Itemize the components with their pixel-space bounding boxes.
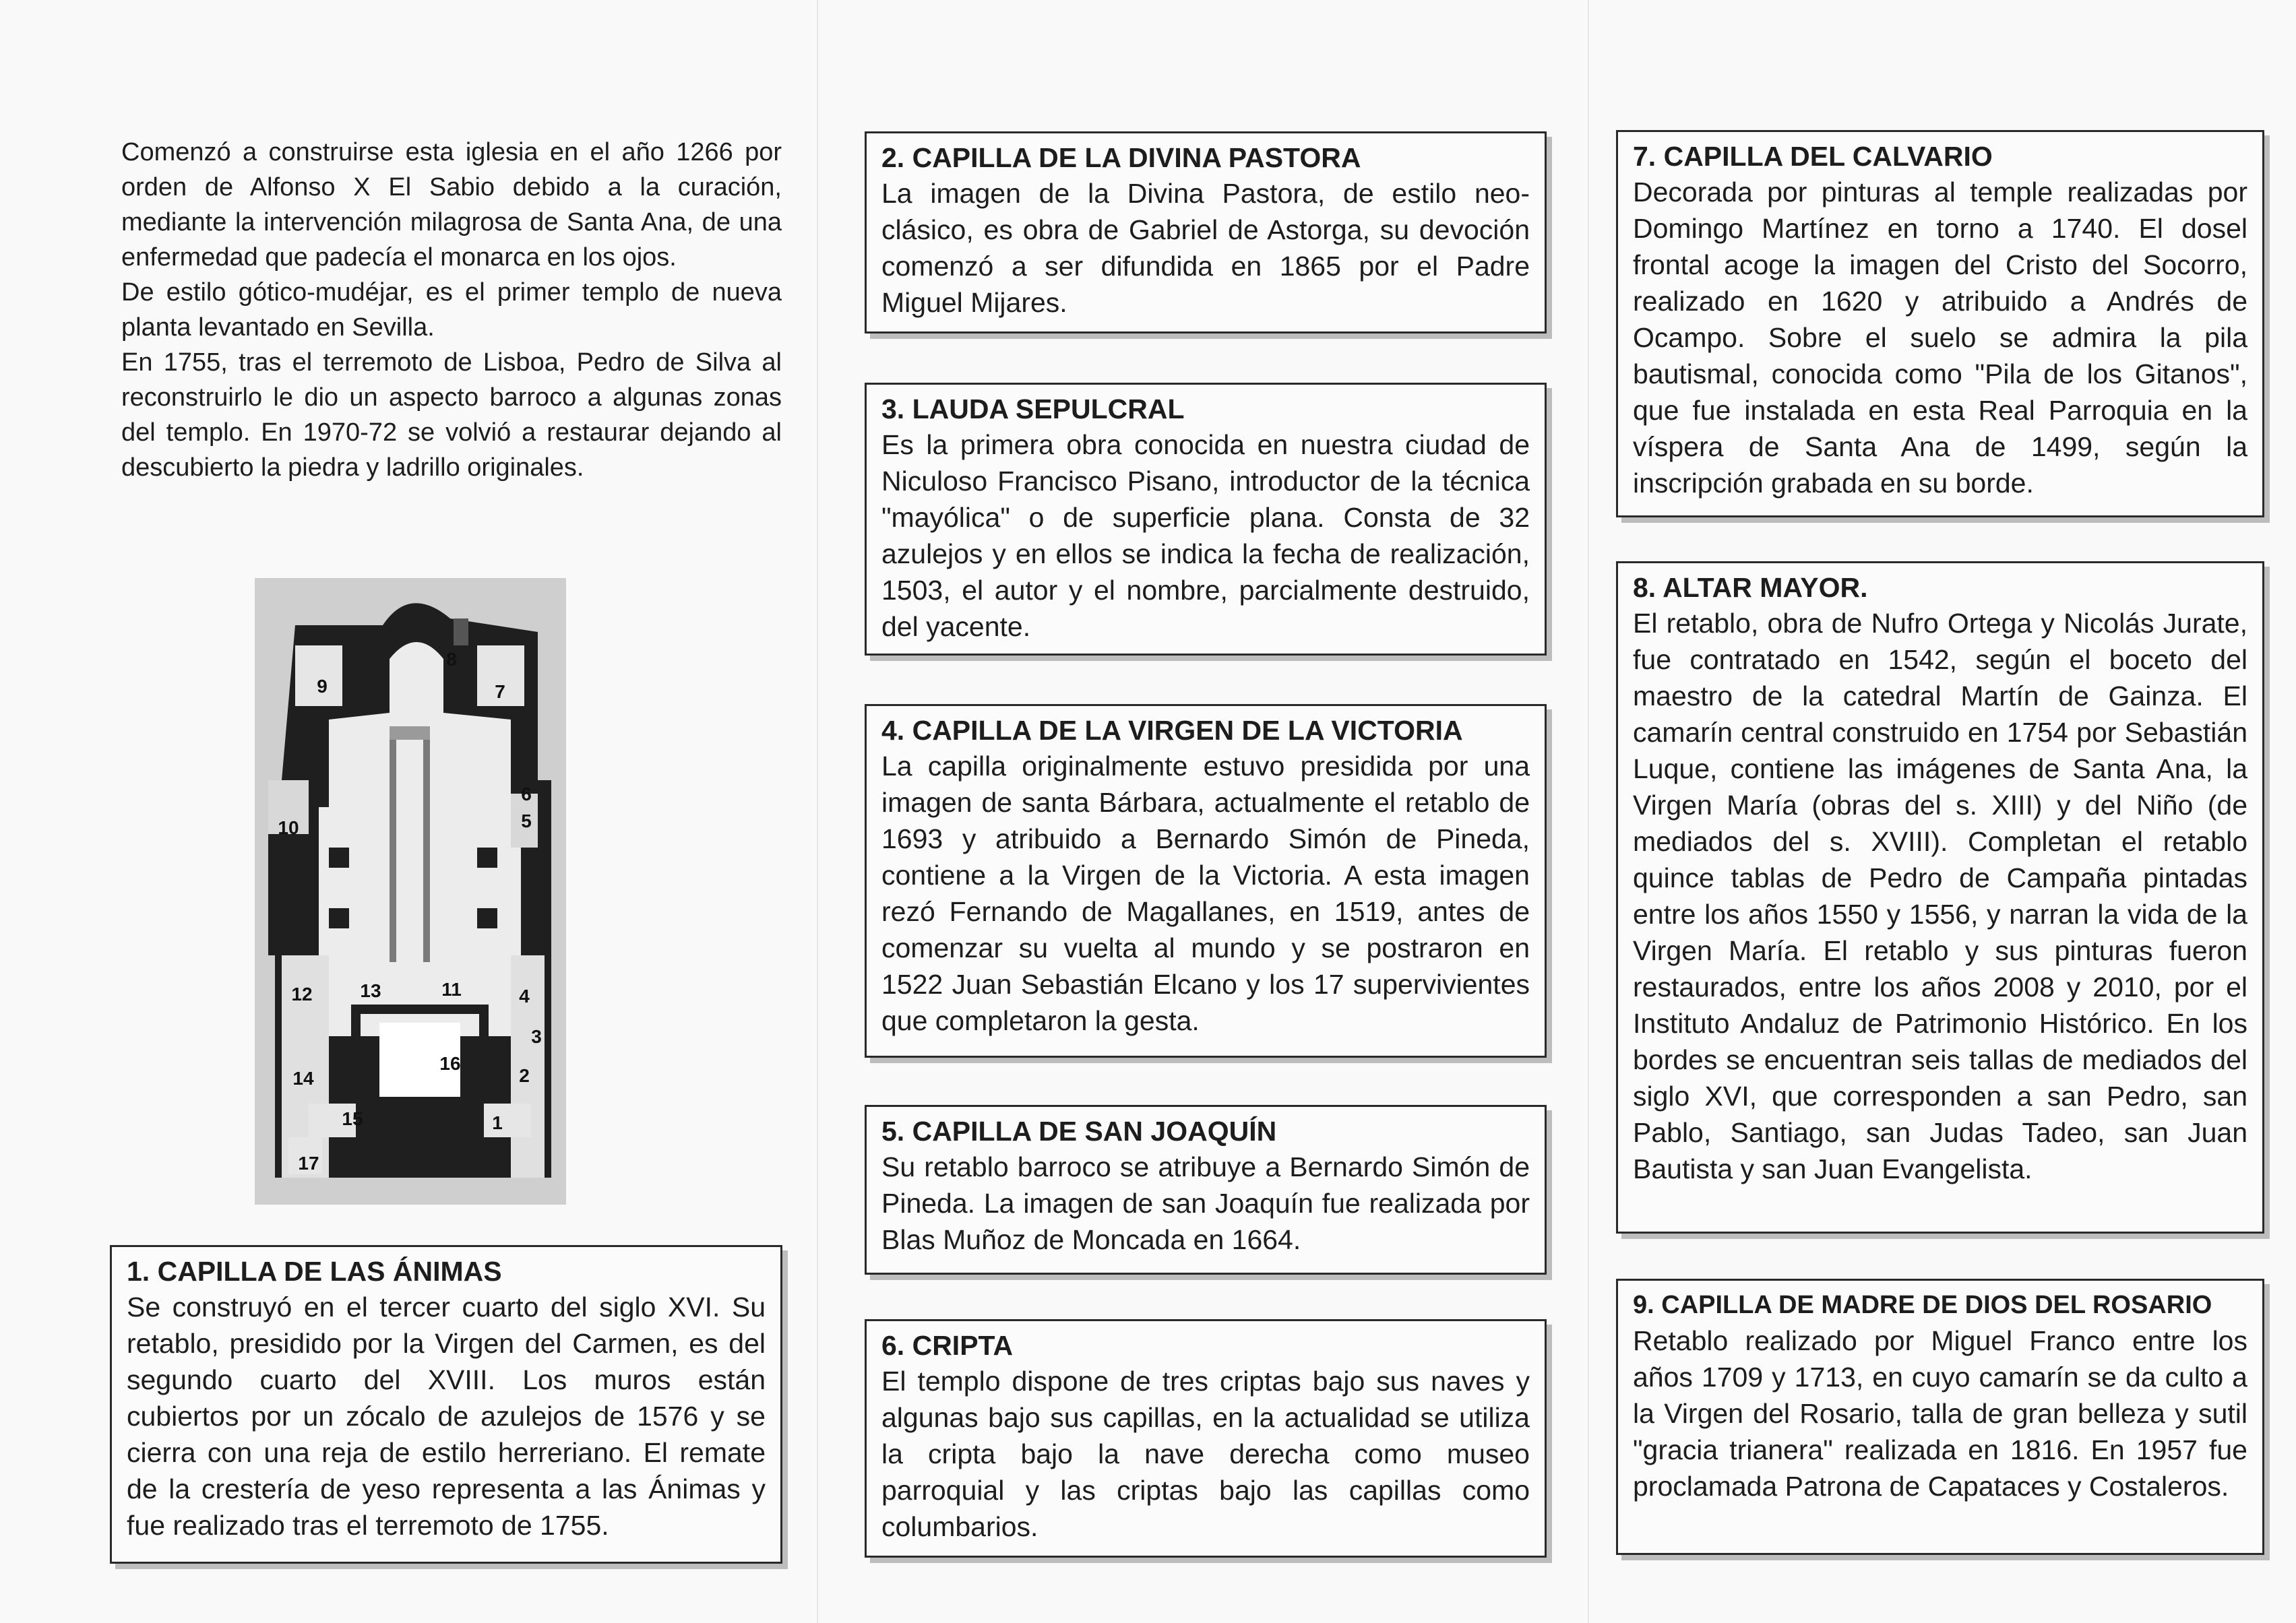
plan-label: 16 — [439, 1053, 461, 1074]
plan-label: 13 — [360, 980, 381, 1001]
section-title: 8. ALTAR MAYOR. — [1633, 572, 1868, 603]
plan-label: 10 — [278, 817, 299, 838]
section-title: 5. CAPILLA DE SAN JOAQUÍN — [881, 1116, 1277, 1147]
section-text: El templo dispone de tres criptas bajo sus naves y algunas bajo sus capillas, en la actualidad se utiliza la cripta bajo la nave derecha como museo parroquial y las criptas bajo las capillas como columbarios. — [881, 1366, 1530, 1542]
section-text: Retablo realizado por Miguel Franco entre los años 1709 y 1713, en cuyo camarín se da culto a la Virgen del Rosario, talla de gran belleza y sutil "gracia trianera" realizada en 1816. En 1957 fue proclamada Patrona de Capataces y Costaleros. — [1633, 1325, 2247, 1502]
section-text: La capilla originalmente estuvo presidida por una imagen de santa Bárbara, actualmente el retablo de 1693 y atribuido a Bernardo Simón de Pineda, contiene a la Virgen de la Victoria. A esta imagen rezó Fernando de Magallanes, en 1519, antes de comenzar su vuelta al mundo y se postraron en 1522 Juan Sebastián Elcano y los 17 supervivientes que completaron la gesta. — [881, 751, 1530, 1036]
section-lauda-sepulcral — [865, 383, 1547, 656]
plan-label: 6 — [521, 784, 532, 804]
section-text: Decorada por pinturas al temple realizadas por Domingo Martínez en torno a 1740. El dosel frontal acoge la imagen del Cristo del Socorro, realizado en 1620 y atribuido a Andrés de Ocampo. Sobre el suelo se admira la pila bautismal, conocida como "Pila de los Gitanos", que fue instalada en esta Real Parroquia en la víspera de Santa Ana de 1499, según la inscripción grabada en su borde. — [1633, 177, 2247, 499]
plan-label: 9 — [317, 676, 328, 697]
section-altar-mayor — [1616, 561, 2264, 1234]
section-title: 1. CAPILLA DE LAS ÁNIMAS — [127, 1256, 502, 1287]
plan-label: 8 — [446, 649, 457, 670]
section-title: 4. CAPILLA DE LA VIRGEN DE LA VICTORIA — [881, 715, 1463, 746]
plan-label: 11 — [441, 979, 462, 1000]
plan-label: 17 — [298, 1153, 319, 1174]
section-title: 3. LAUDA SEPULCRAL — [881, 393, 1185, 424]
section-cripta — [865, 1319, 1547, 1558]
section-text: Su retablo barroco se atribuye a Bernardo Simón de Pineda. La imagen de san Joaquín fue realizada por Blas Muñoz de Moncada en 1664. — [881, 1151, 1530, 1255]
section-title: 2. CAPILLA DE LA DIVINA PASTORA — [881, 142, 1361, 173]
plan-label: 4 — [519, 986, 530, 1007]
section-title: 6. CRIPTA — [881, 1330, 1014, 1361]
section-divina-pastora — [865, 131, 1547, 333]
section-text: El retablo, obra de Nufro Ortega y Nicolás Jurate, fue contratado en 1542, según el boceto del maestro de la catedral Martín de Gainza. El camarín central construido en 1754 por Sebastián Luque, contiene las imágenes de Santa Ana, la Virgen María (obras del s. XIII) y del Niño (de mediados del s. XVIII). Completan el retablo quince tablas de Pedro de Campaña pintadas entre los años 1550 y 1556, y narran la vida de la Virgen María. El retablo y sus pinturas fueron restaurados, entre los años 2008 y 2010, por el Instituto Andaluz de Patrimonio Histórico. En los bordes se encuentran seis tallas de mediados del siglo XVI, que corresponden a san Pedro, san Pablo, Santiago, san Judas Tadeo, san Juan Bautista y san Juan Evangelista. — [1633, 608, 2247, 1184]
plan-label: 1 — [492, 1112, 503, 1133]
plan-label: 2 — [519, 1065, 530, 1086]
section-capilla-calvario — [1616, 130, 2264, 517]
section-madre-dios-rosario — [1616, 1279, 2264, 1555]
intro-paragraph: En 1755, tras el terremoto de Lisboa, Pedro de Silva al reconstruirlo le dio un aspecto barroco a algunas zonas del templo. En 1970-72 se volvió a restaurar dejando al descubierto la piedra y ladrillo originales. — [121, 348, 782, 482]
intro-text — [121, 135, 782, 485]
section-san-joaquin — [865, 1105, 1547, 1275]
plan-label: 3 — [531, 1026, 542, 1047]
plan-label: 12 — [291, 984, 313, 1005]
section-virgen-victoria — [865, 704, 1547, 1058]
church-floor-plan — [255, 578, 566, 1205]
section-text: La imagen de la Divina Pastora, de estilo neo-clásico, es obra de Gabriel de Astorga, su devoción comenzó a ser difundida en 1865 por el Padre Miguel Mijares. — [881, 178, 1530, 318]
section-text: Es la primera obra conocida en nuestra ciudad de Niculoso Francisco Pisano, introductor de la técnica "mayólica" o de superficie plana. Consta de 32 azulejos y en ellos se indica la fecha de realización, 1503, el autor y el nombre, parcialmente destruido, del yacente. — [881, 429, 1530, 642]
intro-paragraph: Comenzó a construirse esta iglesia en el año 1266 por orden de Alfonso X El Sabio debido a la curación, mediante la intervención milagrosa de Santa Ana, de una enfermedad que padecía el monarca en los ojos. — [121, 138, 782, 272]
section-title: 9. CAPILLA DE MADRE DE DIOS DEL ROSARIO — [1633, 1291, 2212, 1319]
plan-label: 14 — [292, 1068, 314, 1089]
fold-line-left — [817, 0, 818, 1623]
section-text: Se construyó en el tercer cuarto del siglo XVI. Su retablo, presidido por la Virgen del Carmen, es del segundo cuarto del XVIII. Los muros están cubiertos por un zócalo de azulejos de 1576 y se cierra con una reja de estilo herreriano. El remate de la crestería de yeso representa a las Ánimas y fue realizado tras el terremoto de 1755. — [127, 1292, 766, 1541]
plan-label: 7 — [495, 681, 505, 702]
section-capilla-animas — [110, 1245, 782, 1564]
plan-label: 5 — [521, 810, 532, 831]
plan-label: 15 — [342, 1108, 363, 1129]
fold-line-right — [1588, 0, 1589, 1623]
section-title: 7. CAPILLA DEL CALVARIO — [1633, 141, 1993, 172]
intro-paragraph: De estilo gótico-mudéjar, es el primer templo de nueva planta levantado en Sevilla. — [121, 278, 782, 342]
